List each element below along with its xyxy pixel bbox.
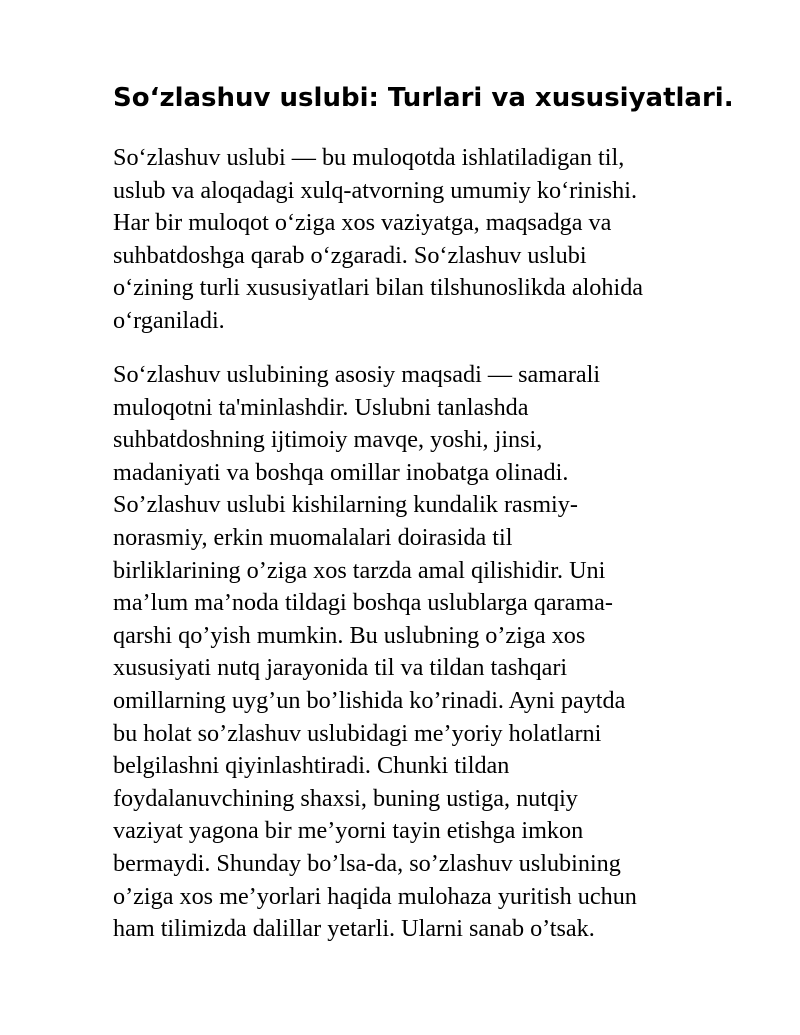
paragraph-line: uslub va aloqadagi xulq-atvorning umumiy ko‘rinishi. bbox=[113, 176, 637, 204]
paragraph-line: bermaydi. Shunday bo’lsa-da, so’zlashuv uslubining bbox=[113, 849, 621, 877]
paragraph-line: o‘rganiladi. bbox=[113, 306, 225, 334]
paragraph-line: vaziyat yagona bir me’yorni tayin etishga imkon bbox=[113, 817, 584, 845]
paragraph-line: ham tilimizda dalillar yetarli. Ularni sanab o’tsak. bbox=[113, 915, 595, 943]
paragraph-line: ma’lum ma’noda tildagi boshqa uslublarga qarama- bbox=[113, 589, 613, 617]
paragraph-line: qarshi qo’yish mumkin. Bu uslubning o’ziga xos bbox=[113, 621, 586, 649]
paragraph-line: o‘zining turli xususiyatlari bilan tilshunoslikda alohida bbox=[113, 274, 644, 302]
paragraph-line: madaniyati va boshqa omillar inobatga olinadi. bbox=[113, 458, 569, 486]
paragraph-2 bbox=[113, 359, 753, 946]
paragraph-line: So‘zlashuv uslubining asosiy maqsadi — samarali bbox=[113, 361, 601, 388]
paragraph-line: xususiyati nutq jarayonida til va tildan tashqari bbox=[113, 654, 568, 682]
paragraph-line: norasmiy, erkin muomalalari doirasida til bbox=[113, 523, 513, 551]
paragraph-line: o’ziga xos me’yorlari haqida mulohaza yuritish uchun bbox=[113, 882, 637, 910]
paragraph-line: bu holat so’zlashuv uslubidagi me’yoriy holatlarni bbox=[113, 719, 602, 747]
paragraph-line: Har bir muloqot o‘ziga xos vaziyatga, maqsadga va bbox=[113, 209, 612, 237]
paragraph-1 bbox=[113, 142, 753, 338]
paragraph-line: muloqotni ta'minlashdir. Uslubni tanlashda bbox=[113, 393, 529, 421]
paragraph-line: birliklarining o’ziga xos tarzda amal qilishidir. Uni bbox=[113, 556, 606, 584]
paragraph-line: omillarning uyg’un bo’lishida ko’rinadi. Ayni paytda bbox=[113, 686, 626, 714]
document-title: So‘zlashuv uslubi: Turlari va xususiyatlari. bbox=[113, 83, 734, 113]
paragraph-line: So’zlashuv uslubi kishilarning kundalik rasmiy- bbox=[113, 491, 578, 519]
paragraph-line: suhbatdoshning ijtimoiy mavqe, yoshi, jinsi, bbox=[113, 426, 543, 454]
paragraph-line: foydalanuvchining shaxsi, buning ustiga, nutqiy bbox=[113, 784, 578, 812]
paragraph-line: belgilashni qiyinlashtiradi. Chunki tildan bbox=[113, 752, 510, 780]
paragraph-line: suhbatdoshga qarab o‘zgaradi. So‘zlashuv uslubi bbox=[113, 241, 587, 269]
paragraph-line: So‘zlashuv uslubi — bu muloqotda ishlatiladigan til, bbox=[113, 144, 625, 171]
